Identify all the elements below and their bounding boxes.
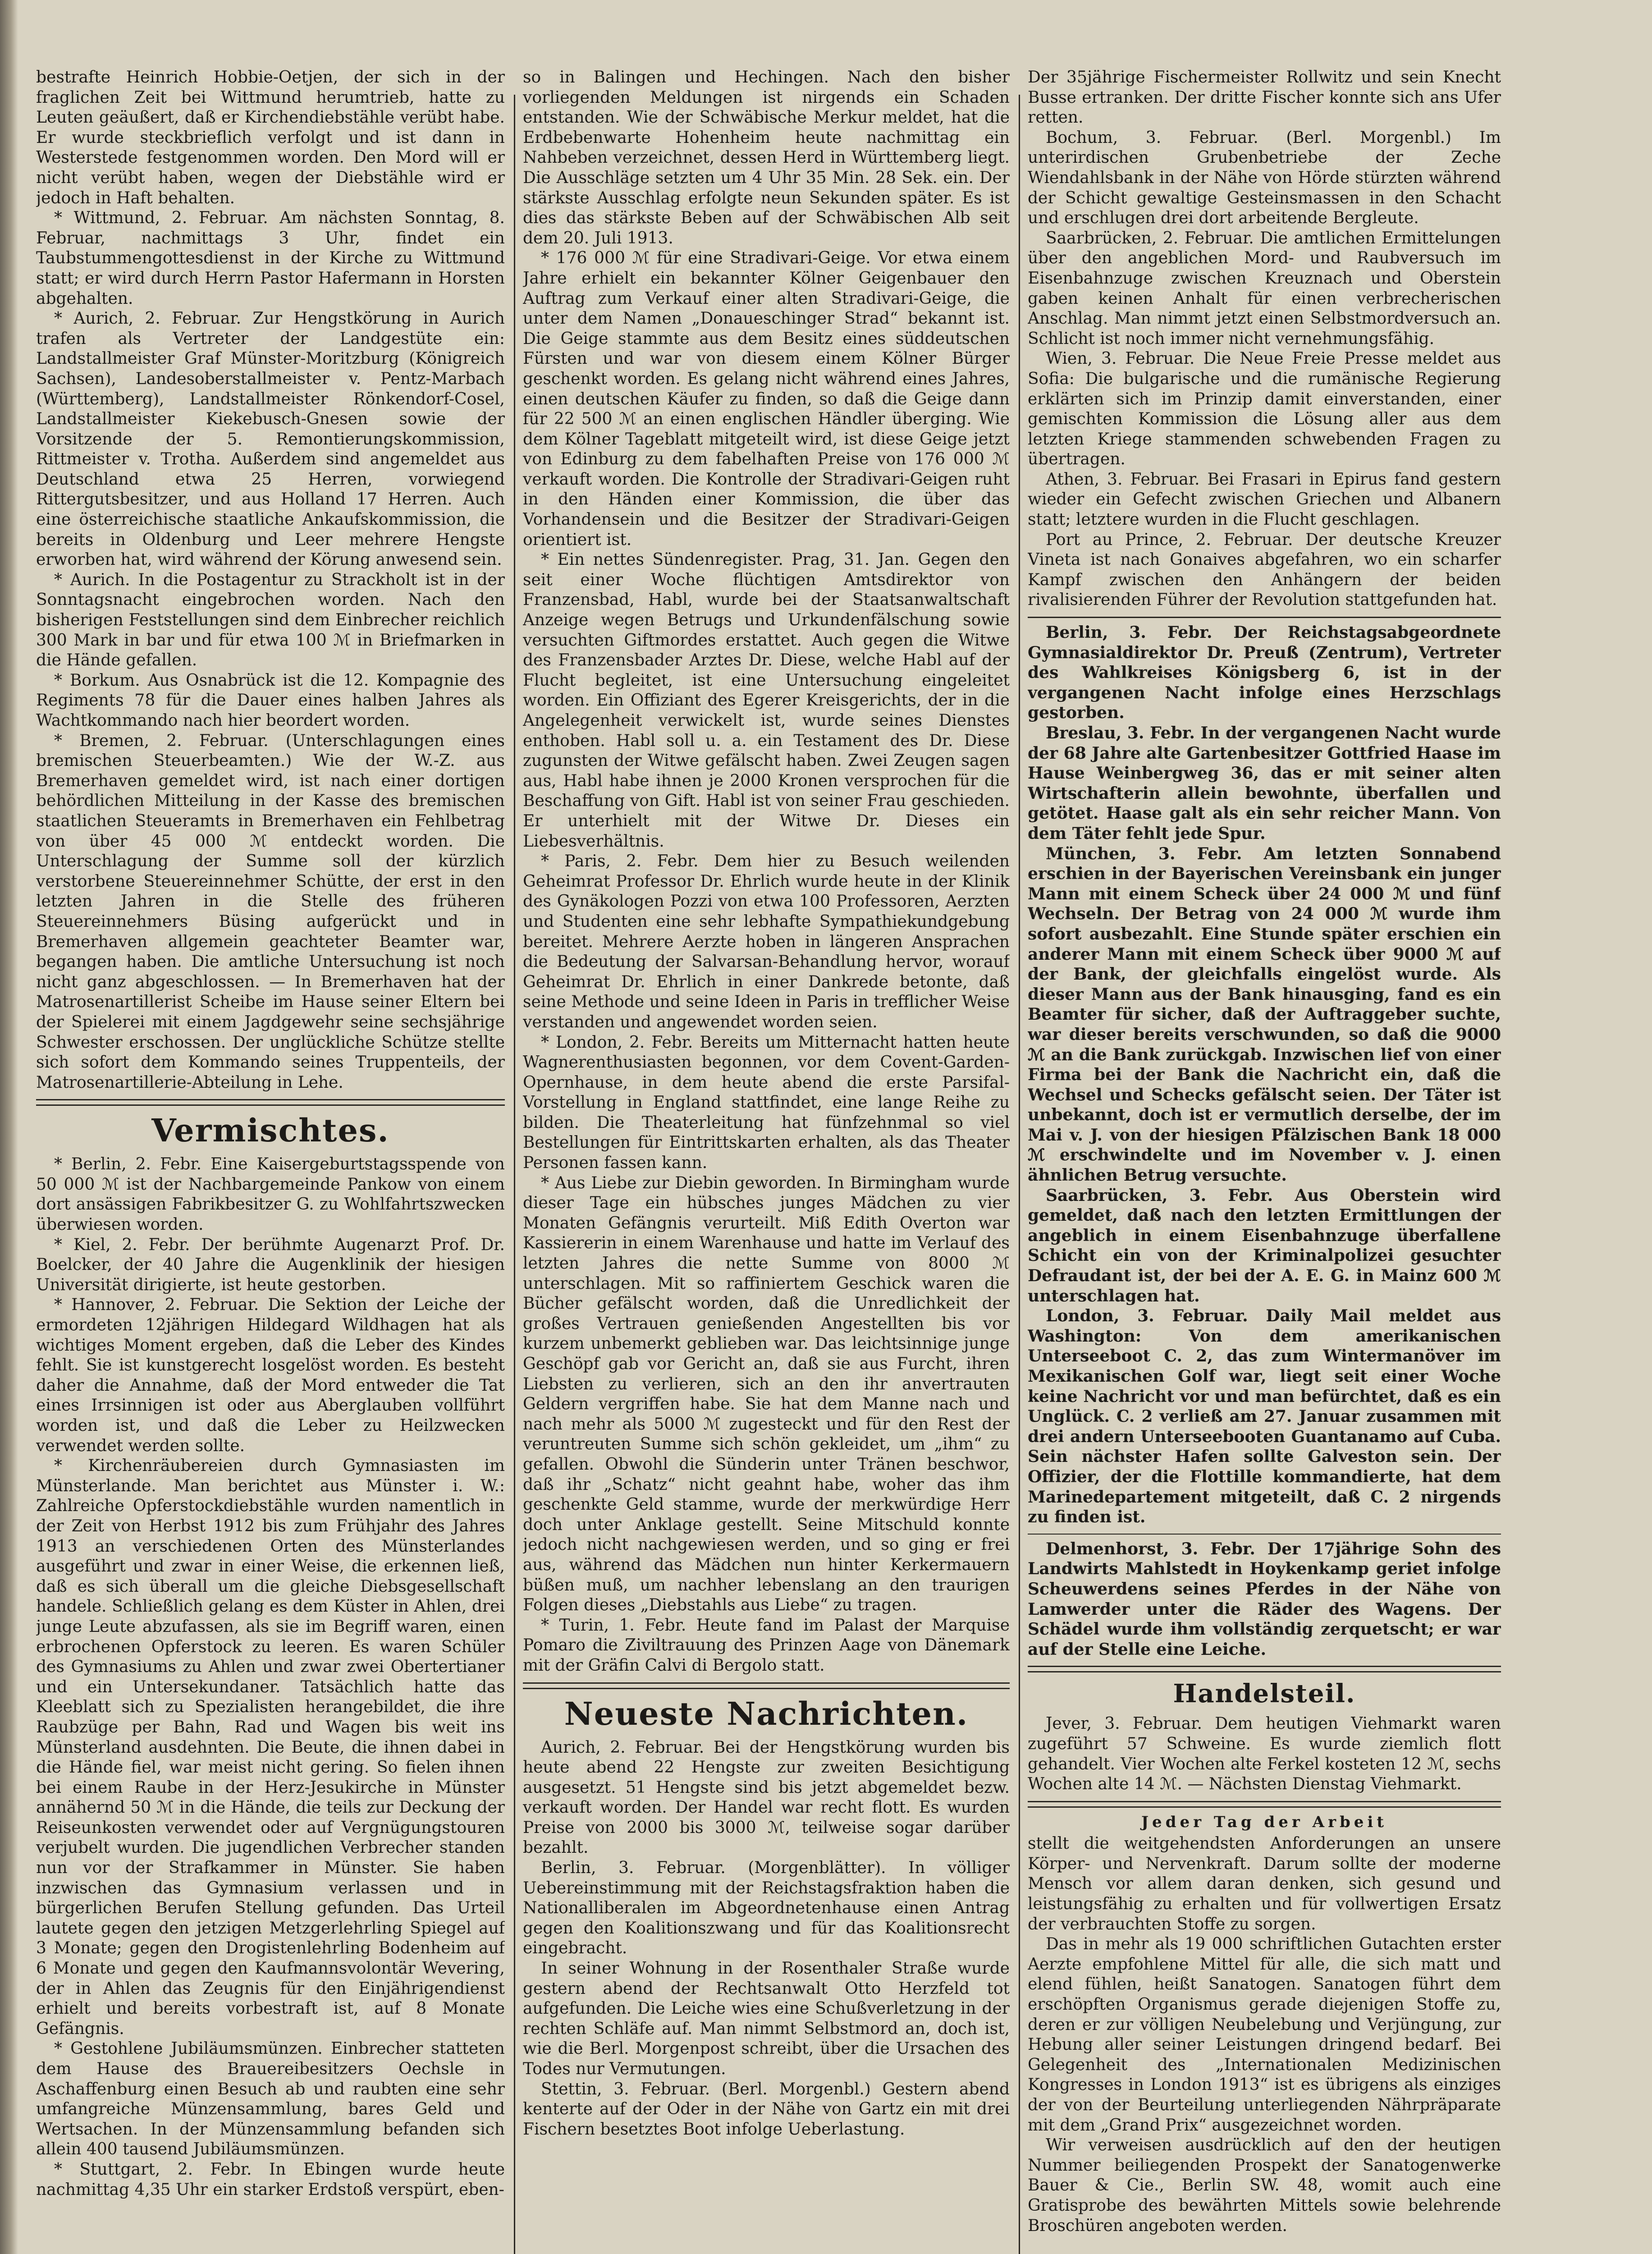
article-paragraph: * Borkum. Aus Osnabrück ist die 12. Kompagnie des Regiments 78 für die Dauer eines halben Jahres als Wachtkommando nach hier beordert worden. [36, 671, 505, 730]
article-paragraph: * Paris, 2. Febr. Dem hier zu Besuch weilenden Geheimrat Professor Dr. Ehrlich wurde heute in der Klinik des Gynäkologen Pozzi von etwa 100 Professoren, Aerzten und Studenten eine sehr lebhafte Sympathiekundgebung bereitet. Mehrere Aerzte hoben in längeren Ansprachen die Bedeutung der Salvarsan-Behandlung hervor, worauf Geheimrat Dr. Ehrlich in einer Dankrede betonte, daß seine Methode und seine Ideen in Paris in trefflicher Weise verstanden und angewendet worden seien. [523, 852, 1010, 1031]
article-paragraph: Athen, 3. Februar. Bei Frasari in Epirus fand gestern wieder ein Gefecht zwischen Griechen und Albanern statt; letztere wurden in die Flucht geschlagen. [1028, 470, 1501, 529]
article-paragraph: * Aurich. In die Postagentur zu Strackholt ist in der Sonntagsnacht eingebrochen worden. Nach den bisherigen Feststellungen sind dem Einbrecher reichlich 300 Mark in bar und für etwa 100 ℳ in Briefmarken in die Hände gefallen. [36, 570, 505, 670]
article-paragraph: so in Balingen und Hechingen. Nach den bisher vorliegenden Meldungen ist nirgends ein Schaden entstanden. Wie der Schwäbische Merkur meldet, hat die Erdbebenwarte Hohenheim heute nachmittag ein Nahbeben verzeichnet, dessen Herd in Württemberg liegt. Die Ausschläge setzten um 4 Uhr 35 Min. 28 Sek. ein. Der stärkste Ausschlag erfolgte neun Sekunden später. Es ist dies das stärkste Beben auf der Schwäbischen Alb seit dem 20. Juli 1913. [523, 68, 1010, 247]
column-1 [36, 68, 505, 2254]
advertisement-paragraph: Wir verweisen ausdrücklich auf den der heutigen Nummer beiliegenden Prospekt der Sanatogenwerke Bauer & Cie., Berlin SW. 48, womit auch eine Gratisprobe des bewährten Mittels sowie belehrende Broschüren angeboten werden. [1028, 2136, 1501, 2235]
newspaper-page [18, 68, 1501, 2254]
advertisement-title: Jeder Tag der Arbeit [1141, 1813, 1388, 1831]
article-paragraph: * Turin, 1. Febr. Heute fand im Palast der Marquise Pomaro die Ziviltrauung des Prinzen Aage von Dänemark mit der Gräfin Calvi di Bergolo statt. [523, 1616, 1010, 1675]
scan-edge [0, 0, 18, 2254]
article-paragraph: * Stuttgart, 2. Febr. In Ebingen wurde heute nachmittag 4,35 Uhr ein starker Erdstoß verspürt, eben- [36, 2160, 505, 2199]
column-3 [1028, 68, 1501, 2254]
article-paragraph: * Berlin, 2. Febr. Eine Kaisergeburtstagsspende von 50 000 ℳ ist der Nachbargemeinde Pankow von einem dort ansässigen Fabrikbesitzer G. zu Wohlfahrtszwecken überwiesen worden. [36, 1155, 505, 1234]
article-paragraph: * Aus Liebe zur Diebin geworden. In Birmingham wurde dieser Tage ein hübsches junges Mädchen zu vier Monaten Gefängnis verurteilt. Miß Edith Overton war Kassiererin in einem Warenhause und hatte im Verlauf des letzten Jahres die nette Summe von 8000 ℳ unterschlagen. Mit so raffiniertem Geschick waren die Bücher gefälscht worden, daß die Unredlichkeit der großes Vertrauen genießenden Angestellten bis vor kurzem unbemerkt geblieben war. Das leichtsinnige junge Geschöpf gab vor Gericht an, daß sie aus Furcht, ihren Liebsten zu verlieren, sich an den ihr anvertrauten Geldern vergriffen habe. Sie hat dem Manne nach und nach mehr als 5000 ℳ zugesteckt und für den Rest der veruntreuten Summe sich schön gekleidet, um „ihm“ zu gefallen. Obwohl die Sünderin unter Tränen beschwor, daß ihr „Schatz“ nicht geahnt habe, woher das ihm geschenkte Geld stamme, wurde der merkwürdige Herr doch unter Anklage gestellt. Seine Mitschuld konnte jedoch nicht nachgewiesen werden, und so ging er frei aus, während das Mädchen nun hinter Kerkermauern büßen muß, um nachher lebenslang an den traurigen Folgen dieses „Diebstahls aus Liebe“ zu tragen. [523, 1173, 1010, 1615]
telegram-block [1028, 623, 1501, 1659]
telegram-paragraph: Breslau, 3. Febr. In der vergangenen Nacht wurde der 68 Jahre alte Gartenbesitzer Gottfried Haase im Hause Weinbergweg 36, das er mit seiner alten Wirtschafterin allein bewohnte, überfallen und getötet. Haase galt als ein sehr reicher Mann. Von dem Täter fehlt jede Spur. [1028, 724, 1501, 843]
telegram-paragraph: Saarbrücken, 3. Febr. Aus Oberstein wird gemeldet, daß nach den letzten Ermittlungen der angeblich in einem Eisenbahnzuge überfallene Schicht ein von der Kriminalpolizei gesuchter Defraudant ist, der bei der A. E. G. in Mainz 600 ℳ unterschlagen hat. [1028, 1186, 1501, 1306]
section-divider [1028, 1534, 1501, 1535]
telegram-paragraph: München, 3. Febr. Am letzten Sonnabend erschien in der Bayerischen Vereinsbank ein junger Mann mit einem Scheck über 24 000 ℳ und fünf Wechseln. Der Betrag von 24 000 ℳ wurde ihm sofort ausbezahlt. Eine Stunde später erschien ein anderer Mann mit einem Scheck über 9000 ℳ auf der Bank, der gleichfalls eingelöst wurde. Als dieser Mann aus der Bank hinausging, fand es ein Beamter für sicher, daß der Auftraggeber suchte, war dieser bereits verschwunden, so daß die 9000 ℳ an die Bank zurückgab. Inzwischen lief von einer Firma bei der Bank die Nachricht ein, daß die Wechsel und Schecks gefälscht seien. Der Täter ist unbekannt, doch ist er vermutlich derselbe, der im Mai v. J. von der hiesigen Pfälzischen Bank 18 000 ℳ erschwindelte und im November v. J. einen ähnlichen Betrug versuchte. [1028, 844, 1501, 1185]
article-paragraph: * Wittmund, 2. Februar. Am nächsten Sonntag, 8. Februar, nachmittags 3 Uhr, findet ein Taubstummengottesdienst in der Kirche zu Wittmund statt; er wird durch Herrn Pastor Hafermann in Horsten abgehalten. [36, 209, 505, 308]
section-divider [1028, 617, 1501, 618]
section-heading-handelsteil: Handelsteil. [1173, 1679, 1356, 1709]
column-2 [523, 68, 1010, 2254]
column-rule [1019, 95, 1020, 2254]
article-paragraph: * Hannover, 2. Februar. Die Sektion der Leiche der ermordeten 12jährigen Hildegard Wildhagen hat als wichtiges Moment ergeben, daß die Leber des Kindes fehlt. Sie ist kunstgerecht losgelöst worden. Es besteht daher die Annahme, daß der Mord entweder die Tat eines Irrsinnigen ist oder aus Aberglauben vollführt worden ist, und daß die Leber zu Heilzwecken verwendet werden sollte. [36, 1296, 505, 1455]
telegram-paragraph: Delmenhorst, 3. Febr. Der 17jährige Sohn des Landwirts Mahlstedt in Hoykenkamp geriet infolge Scheuwerdens seines Pferdes in der Nähe von Lamwerder unter die Räder des Wagens. Der Schädel wurde ihm vollständig zerquetscht; er war auf der Stelle eine Leiche. [1028, 1539, 1501, 1659]
advertisement-paragraph: stellt die weitgehendsten Anforderungen an unsere Körper- und Nervenkraft. Darum sollte der moderne Mensch vor allem daran denken, sich gesund und leistungsfähig zu erhalten und für vollwertigen Ersatz der verbrauchten Stoffe zu sorgen. [1028, 1834, 1501, 1933]
article-paragraph: Bochum, 3. Februar. (Berl. Morgenbl.) Im unterirdischen Grubenbetriebe der Zeche Wiendahlsbank in der Nähe von Hörde stürzten während der Schicht gewaltige Gesteinsmassen in den Schacht und erschlugen drei dort arbeitende Bergleute. [1028, 128, 1501, 228]
article-paragraph: Aurich, 2. Februar. Bei der Hengstkörung wurden bis heute abend 22 Hengste zur zweiten Besichtigung ausgesetzt. 51 Hengste sind bis jetzt abgemeldet bezw. verkauft worden. Der Handel war recht flott. Es wurden Preise von 2000 bis 3000 ℳ, teilweise sogar darüber bezahlt. [523, 1738, 1010, 1857]
article-paragraph: * Gestohlene Jubiläumsmünzen. Einbrecher statteten dem Hause des Brauereibesitzers Oechsle in Aschaffenburg einen Besuch ab und raubten eine sehr umfangreiche Münzensammlung, bares Geld und Wertsachen. In der Münzensammlung befanden sich allein 400 tausend Jubiläumsmünzen. [36, 2039, 505, 2159]
section-heading-vermischtes: Vermischtes. [151, 1112, 389, 1150]
column-rule [514, 95, 515, 2254]
telegram-paragraph: London, 3. Februar. Daily Mail meldet aus Washington: Von dem amerikanischen Unterseeboot C. 2, das zum Wintermanöver im Mexikanischen Golf war, liegt seit einer Woche keine Nachricht vor und man befürchtet, daß es ein Unglück. C. 2 verließ am 27. Januar zusammen mit drei andern Unterseebooten Guantanamo auf Cuba. Sein nächster Hafen sollte Galveston sein. Der Offizier, der die Flottille kommandierte, hat dem Marinedepartement mitgeteilt, daß C. 2 nirgends zu finden ist. [1028, 1306, 1501, 1527]
article-paragraph: * London, 2. Febr. Bereits um Mitternacht hatten heute Wagnerenthusiasten begonnen, vor dem Covent-Garden-Opernhause, in dem heute abend die erste Parsifal-Vorstellung in England stattfindet, eine lange Reihe zu bilden. Die Theaterleitung hat fünfzehnmal so viel Bestellungen für Eintrittskarten erhalten, als das Theater Personen fassen kann. [523, 1033, 1010, 1173]
market-report: Jever, 3. Februar. Dem heutigen Viehmarkt waren zugeführt 57 Schweine. Es wurde ziemlich flott gehandelt. Vier Wochen alte Ferkel kosteten 12 ℳ, sechs Wochen alte 14 ℳ. — Nächsten Dienstag Viehmarkt. [1028, 1714, 1501, 1794]
article-paragraph: bestrafte Heinrich Hobbie-Oetjen, der sich in der fraglichen Zeit bei Wittmund herumtrieb, hatte zu Leuten geäußert, daß er Kirchendiebstähle verübt habe. Er wurde steckbrieflich verfolgt und ist dann in Westerstede festgenommen worden. Den Mord will er nicht verübt haben, wegen der Diebstähle wird er jedoch in Haft behalten. [36, 68, 505, 207]
advertisement-paragraph: Das in mehr als 19 000 schriftlichen Gutachten erster Aerzte empfohlene Mittel für alle, die sich matt und elend fühlen, heißt Sanatogen. Sanatogen führt dem erschöpften Organismus gerade diejenigen Stoffe zu, deren er zur völligen Neubelebung und Verjüngung, zur Hebung aller seiner Leistungen dringend bedarf. Bei Gelegenheit des „Internationalen Medizinischen Kongresses in London 1913“ ist es übrigens als einziges der von der Beurteilung unterliegenden Nährpräparate mit dem „Grand Prix“ ausgezeichnet worden. [1028, 1935, 1501, 2135]
section-divider [1028, 1801, 1501, 1808]
article-paragraph: * Kiel, 2. Febr. Der berühmte Augenarzt Prof. Dr. Boelcker, der 40 Jahre die Augenklinik der hiesigen Universität dirigierte, ist heute gestorben. [36, 1235, 505, 1294]
article-paragraph: * 176 000 ℳ für eine Stradivari-Geige. Vor etwa einem Jahre erhielt ein bekannter Kölner Geigenbauer den Auftrag zum Verkauf einer alten Stradivari-Geige, die unter dem Namen „Donaueschinger Strad“ bekannt ist. Die Geige stammte aus dem Besitz eines süddeutschen Fürsten und war von diesem einem Kölner Bürger geschenkt worden. Es gelang nicht während eines Jahres, einen deutschen Käufer zu finden, so daß die Geige dann für 22 500 ℳ an einen englischen Händler überging. Wie dem Kölner Tageblatt mitgeteilt wird, ist diese Geige jetzt von Edinburg zu dem fabelhaften Preise von 176 000 ℳ verkauft worden. Die Kontrolle der Stradivari-Geigen ruht in den Händen einer Kommission, die über das Vorhandensein und die Besitzer der Stradivari-Geigen orientiert ist. [523, 249, 1010, 549]
telegram-paragraph: Berlin, 3. Febr. Der Reichstagsabgeordnete Gymnasialdirektor Dr. Preuß (Zentrum), Vertreter des Wahlkreises Königsberg 6, ist in der vergangenen Nacht infolge eines Herzschlags gestorben. [1028, 623, 1501, 723]
article-paragraph: * Kirchenräubereien durch Gymnasiasten im Münsterlande. Man berichtet aus Münster i. W.: Zahlreiche Opferstockdiebstähle wurden namentlich in der Zeit von Herbst 1912 bis zum Frühjahr des Jahres 1913 an verschiedenen Orten des Münsterlandes ausgeführt und zwar in einer Weise, die erkennen ließ, daß es sich überall um die gleiche Diebsgesellschaft handele. Schließlich gelang es dem Küster in Ahlen, drei junge Leute abzufassen, als sie im Begriff waren, einen erbrochenen Opferstock zu leeren. Es waren Schüler des Gymnasiums zu Ahlen und zwar zwei Obertertianer und ein Untersekundaner. Tatsächlich hatte das Kleeblatt sich zu Spezialisten herangebildet, die ihre Raubzüge per Bahn, Rad und Wagen bis weit ins Münsterland ausdehnten. Die Beute, die ihnen dabei in die Hände fiel, war meist nicht gering. So fielen ihnen bei einem Raube in der Herz-Jesukirche in Münster annähernd 50 ℳ in die Hände, die teils zur Deckung der Reiseunkosten verwendet oder auf Vergnügungstouren verjubelt wurden. Die jugendlichen Verbrecher standen nun vor der Strafkammer in Münster. Sie haben inzwischen das Gymnasium verlassen und in bürgerlichen Berufen Stellung gefunden. Das Urteil lautete gegen den jetzigen Metzgerlehrling Spiegel auf 3 Monate; gegen den Drogistenlehrling Bodenheim auf 6 Monate und gegen den Kaufmannsvolontär Wevering, der in Ahlen das Zeugnis für den Einjährigendienst erhielt und bereits vorbestraft ist, auf 8 Monate Gefängnis. [36, 1457, 505, 2038]
article-paragraph: Saarbrücken, 2. Februar. Die amtlichen Ermittelungen über den angeblichen Mord- und Raubversuch im Eisenbahnzuge zwischen Kreuznach und Oberstein gaben keinen Anhalt für einen verbrecherischen Anschlag. Man nimmt jetzt einen Selbstmordversuch an. Schlicht ist noch immer nicht vernehmungsfähig. [1028, 229, 1501, 348]
section-divider [523, 1682, 1010, 1689]
article-paragraph: * Bremen, 2. Februar. (Unterschlagungen eines bremischen Steuerbeamten.) Wie der W.-Z. aus Bremerhaven gemeldet wird, ist nach einer dortigen behördlichen Mitteilung in der Kasse des bremischen staatlichen Steueramts in Bremerhaven ein Fehlbetrag von über 45 000 ℳ entdeckt worden. Die Unterschlagung der Summe soll der kürzlich verstorbene Steuereinnehmer Schütte, der erst in den letzten Jahren in die Stelle des früheren Steuereinnehmers Büsing aufgerückt und in Bremerhaven allgemein geachteter Beamter war, begangen haben. Die amtliche Untersuchung ist noch nicht ganz abgeschlossen. — In Bremerhaven hat der Matrosenartillerist Scheibe im Hause seiner Eltern bei der Spielerei mit einem Jagdgewehr seine sechsjährige Schwester erschossen. Der unglückliche Schütze stellte sich sofort dem Kommando seines Truppenteils, der Matrosenartillerie-Abteilung in Lehe. [36, 731, 505, 1092]
section-heading-neueste-nachrichten: Neueste Nachrichten. [564, 1695, 969, 1732]
article-paragraph: * Ein nettes Sündenregister. Prag, 31. Jan. Gegen den seit einer Woche flüchtigen Amtsdirektor von Franzensbad, Habl, wurde bei der Staatsanwaltschaft Anzeige wegen Betrugs und Urkundenfälschung sowie versuchten Giftmordes erstattet. Auch gegen die Witwe des Franzensbader Arztes Dr. Diese, welche Habl auf der Flucht begleitet, ist eine Untersuchung eingeleitet worden. Ein Offiziant des Egerer Kreisgerichts, der in die Angelegenheit verwickelt ist, wurde seines Dienstes enthoben. Habl soll u. a. ein Testament des Dr. Diese zugunsten der Witwe gefälscht haben. Zwei Zeugen sagen aus, Habl habe ihnen je 2000 Kronen versprochen für die Beschaffung von Gift. Habl ist von seiner Frau geschieden. Er unterhielt mit der Witwe Dr. Dieses ein Liebesverhältnis. [523, 550, 1010, 851]
article-paragraph: Wien, 3. Februar. Die Neue Freie Presse meldet aus Sofia: Die bulgarische und die rumänische Regierung erklärten sich im Prinzip damit einverstanden, einer gemischten Kommission die Lösung aller aus dem letzten Kriege stammenden schwebenden Fragen zu übertragen. [1028, 349, 1501, 469]
article-paragraph: * Aurich, 2. Februar. Zur Hengstkörung in Aurich trafen als Vertreter der Landgestüte ein: Landstallmeister Graf Münster-Moritzburg (Königreich Sachsen), Landesoberstallmeister v. Pentz-Marbach (Württemberg), Landstallmeister Rönkendorf-Cosel, Landstallmeister Kiekebusch-Gnesen sowie der Vorsitzende der 5. Remontierungskommission, Rittmeister v. Trotha. Außerdem sind angemeldet aus Deutschland etwa 25 Herren, vorwiegend Rittergutsbesitzer, und aus Holland 17 Herren. Auch eine österreichische staatliche Ankaufskommission, die bereits in Oldenburg und Leer mehrere Hengste erworben hat, wird während der Körung anwesend sein. [36, 309, 505, 569]
article-paragraph: In seiner Wohnung in der Rosenthaler Straße wurde gestern abend der Rechtsanwalt Otto Herzfeld tot aufgefunden. Die Leiche wies eine Schußverletzung in der rechten Schläfe auf. Man nimmt Selbstmord an, doch ist, wie die Berl. Morgenpost schreibt, über die Ursachen des Todes nur Vermutungen. [523, 1959, 1010, 2078]
section-divider [1028, 1666, 1501, 1672]
section-divider [36, 1099, 505, 1106]
article-paragraph: Berlin, 3. Februar. (Morgenblätter). In völliger Uebereinstimmung mit der Reichstagsfraktion haben die Nationalliberalen im Abgeordnetenhause einen Antrag gegen den Koalitionszwang und für das Koalitionsrecht eingebracht. [523, 1859, 1010, 1958]
article-paragraph: Port au Prince, 2. Februar. Der deutsche Kreuzer Vineta ist nach Gonaives abgefahren, wo ein scharfer Kampf zwischen den Anhängern der beiden rivalisierenden Führer der Revolution stattgefunden hat. [1028, 530, 1501, 609]
article-paragraph: Der 35jährige Fischermeister Rollwitz und sein Knecht Busse ertranken. Der dritte Fischer konnte sich ans Ufer retten. [1028, 68, 1501, 127]
article-paragraph: Stettin, 3. Februar. (Berl. Morgenbl.) Gestern abend kenterte auf der Oder in der Nähe von Gartz ein mit drei Fischern besetztes Boot infolge Ueberlastung. [523, 2080, 1010, 2139]
